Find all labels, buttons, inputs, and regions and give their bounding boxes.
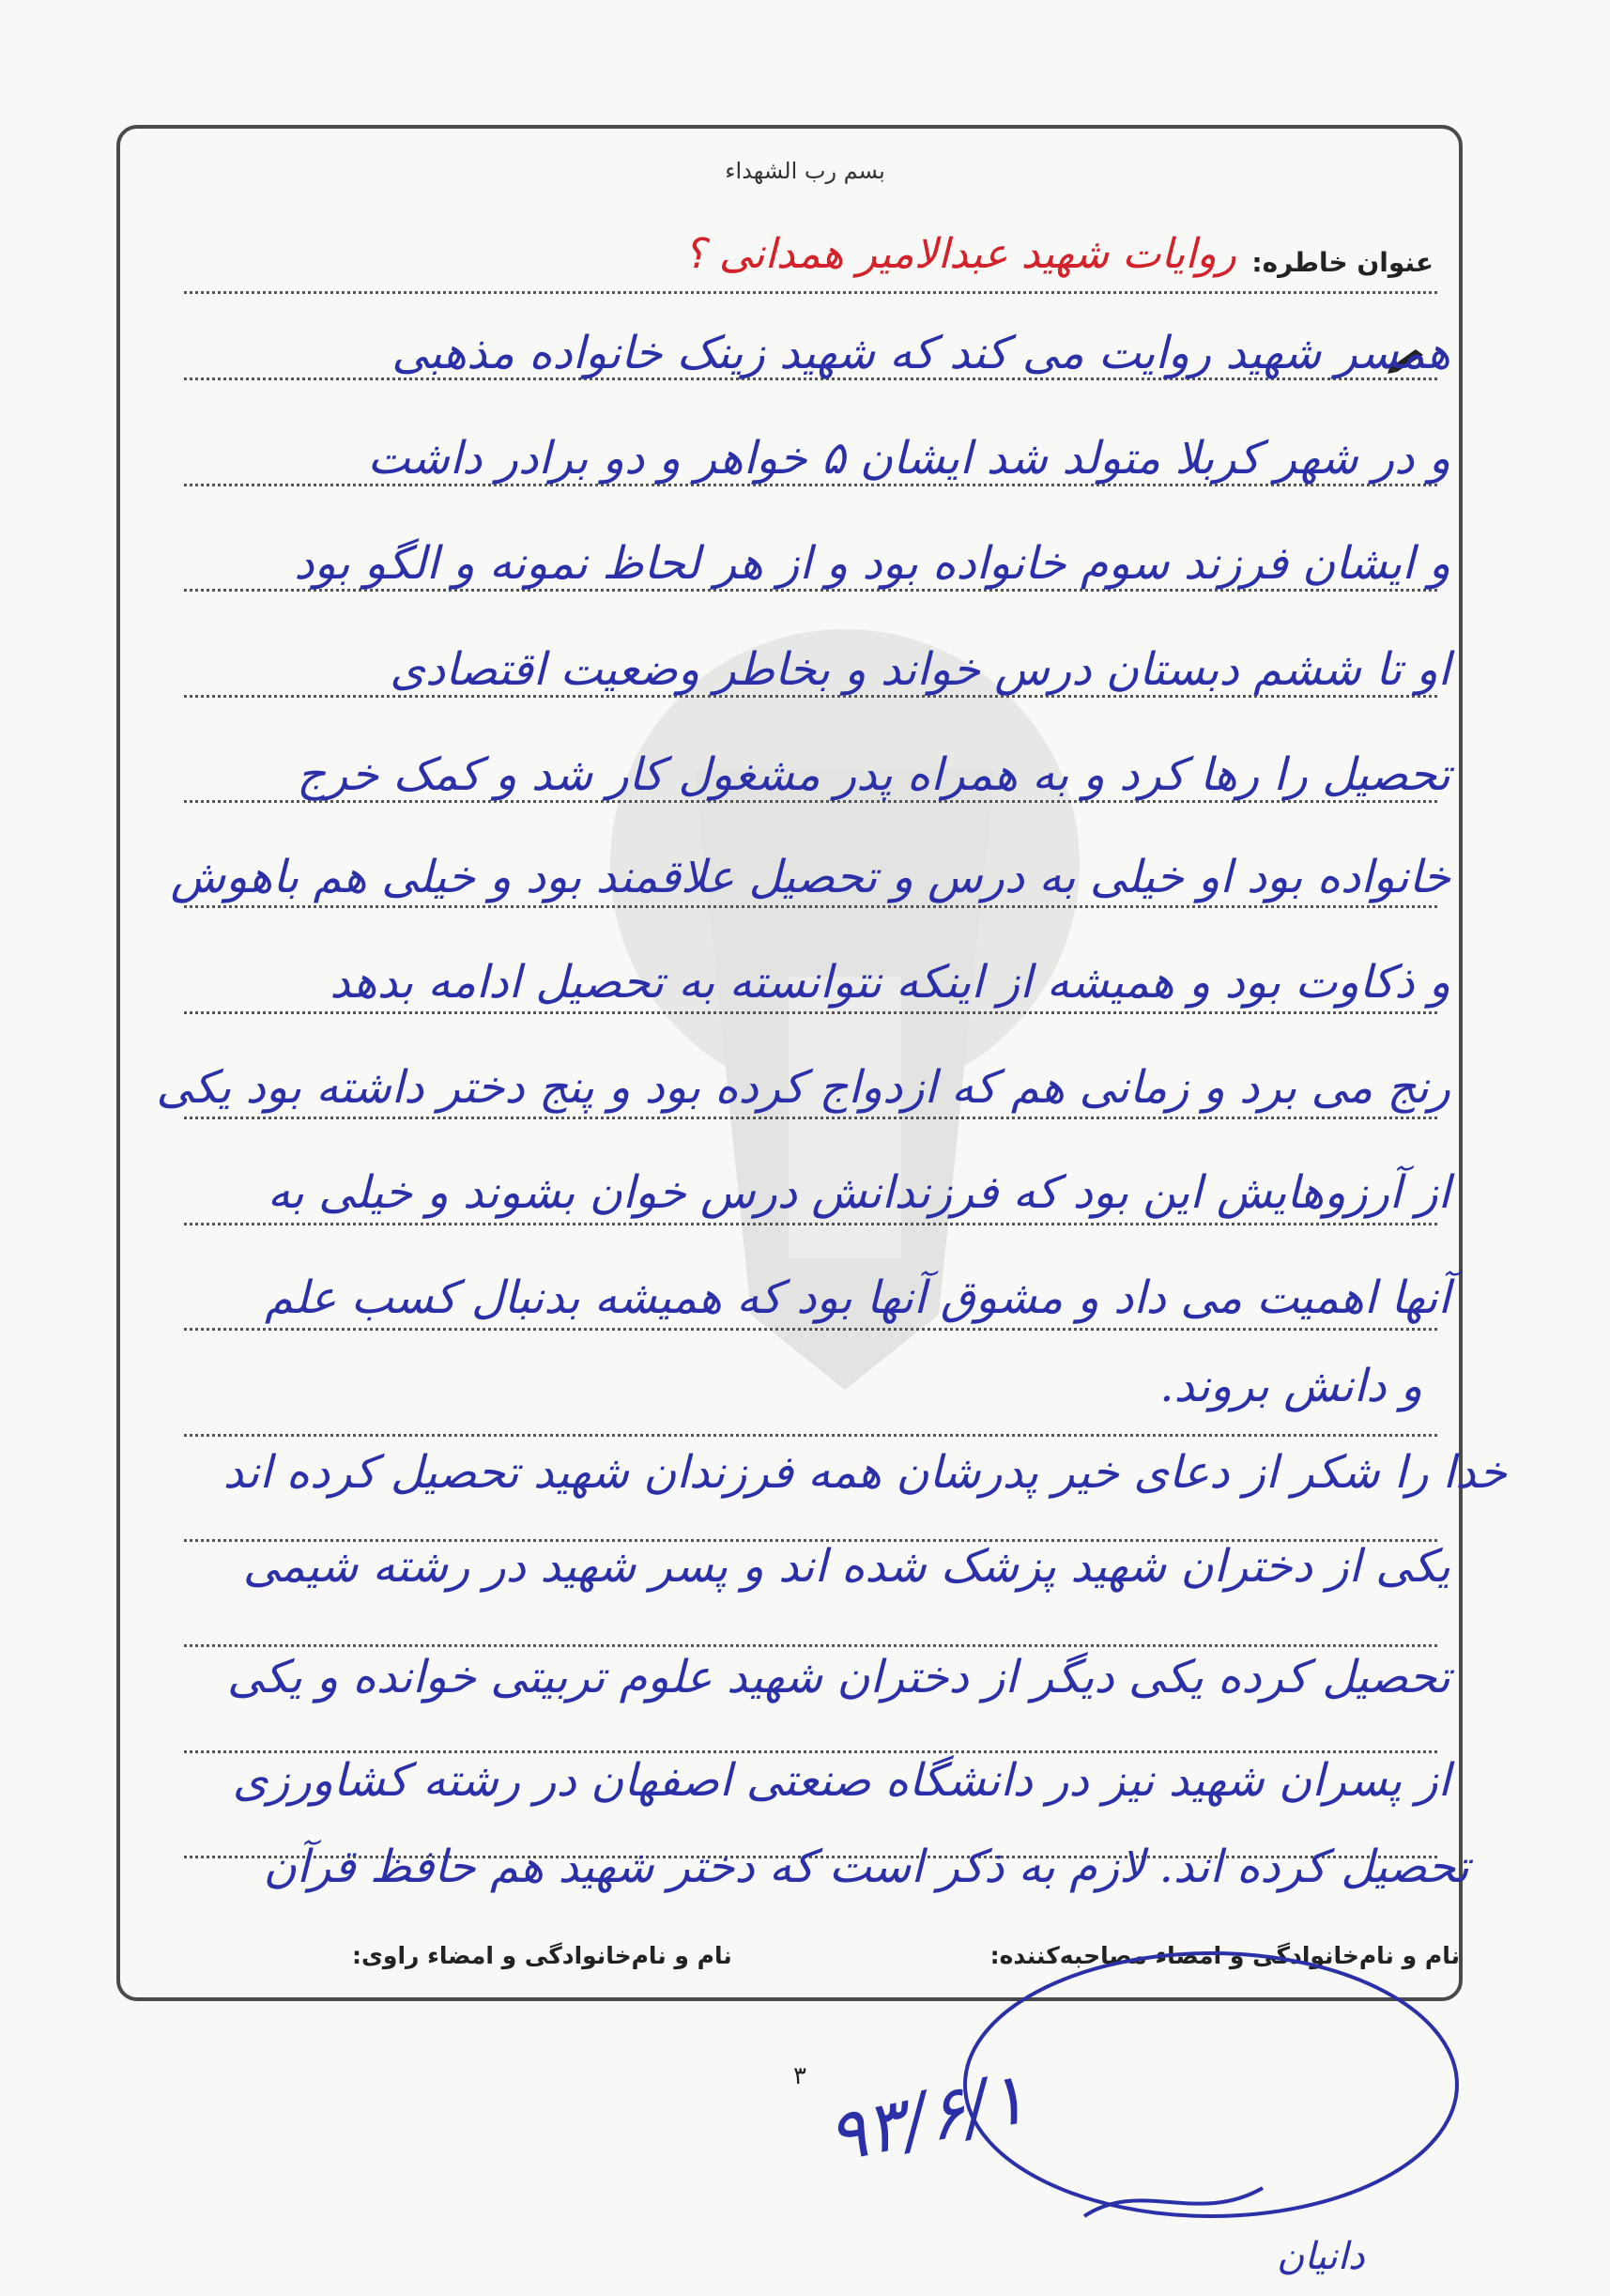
narrator-signature-label: نام و نام‌خانوادگی و امضاء راوی: — [352, 1942, 732, 1969]
handwritten-date: ۹۳/۶/۱ — [820, 2055, 1035, 2180]
handwritten-line: رنج می برد و زمانی هم که ازدواج کرده بود و پنج دختر داشته بود یکی — [156, 1061, 1450, 1114]
dotted-line — [184, 1011, 1437, 1014]
handwritten-line: و ذکاوت بود و همیشه از اینکه نتوانسته به تحصیل ادامه بدهد — [330, 956, 1450, 1009]
handwritten-line: و دانش بروند. — [1159, 1360, 1422, 1412]
handwritten-line: از آرزوهایش این بود که فرزندانش درس خوان بشوند و خیلی به — [267, 1166, 1450, 1219]
dotted-line — [184, 1644, 1437, 1647]
handwritten-line: و در شهر کربلا متولد شد ایشان ۵ خواهر و دو برادر داشت — [367, 432, 1450, 485]
handwritten-line: آنها اهمیت می داد و مشوق آنها بود که همیشه بدنبال کسب علم — [265, 1271, 1450, 1324]
handwritten-line: تحصیل کرده یکی دیگر از دختران شهید علوم تربیتی خوانده و یکی — [226, 1651, 1450, 1703]
dotted-line — [184, 1328, 1437, 1331]
handwritten-line: خدا را شکر از دعای خیر پدرشان همه فرزندان شهید تحصیل کرده اند — [222, 1446, 1507, 1499]
dotted-line — [184, 1117, 1437, 1119]
handwritten-line: خانواده بود او خیلی به درس و تحصیل علاقمند بود و خیلی هم باهوش — [170, 851, 1450, 903]
handwritten-line: تحصیل کرده اند. لازم به ذکر است که دختر شهید هم حافظ قرآن — [263, 1841, 1469, 1893]
interviewer-signature-label: نام و نام‌خانوادگی و امضاء مصاحبه‌کننده: — [989, 1942, 1460, 1969]
signature-name: دانیان — [1277, 2235, 1365, 2278]
title-row — [185, 230, 1434, 296]
signature-oval — [953, 1944, 1469, 2235]
handwritten-line: یکی از دختران شهید پزشک شده اند و پسر شهید در رشته شیمی — [242, 1540, 1450, 1593]
title-label: عنوان خاطره: — [1251, 247, 1434, 278]
dotted-line — [184, 1434, 1437, 1437]
handwritten-line: تحصیل را رها کرد و به همراه پدر مشغول کار شد و کمک خرج — [297, 748, 1450, 801]
page-number: ۳ — [793, 2062, 806, 2090]
handwritten-line: از پسران شهید نیز در دانشگاه صنعتی اصفهان در رشته کشاورزی — [232, 1754, 1450, 1807]
dotted-line — [184, 1750, 1437, 1753]
title-dotted-line — [184, 291, 1437, 294]
handwritten-line: همسر شهید روایت می کند که شهید زینک خانواده مذهبی — [391, 327, 1450, 379]
basmala-heading: بسم رب الشهداء — [725, 158, 885, 184]
handwritten-line: و ایشان فرزند سوم خانواده بود و از هر لحاظ نمونه و الگو بود — [294, 537, 1450, 590]
dotted-line — [184, 1223, 1437, 1225]
handwritten-line: او تا ششم دبستان درس خواند و بخاطر وضعیت اقتصادی — [390, 643, 1450, 696]
dotted-line — [184, 905, 1437, 908]
title-value: روایات شهید عبدالامیر همدانی ؟ — [683, 230, 1236, 278]
